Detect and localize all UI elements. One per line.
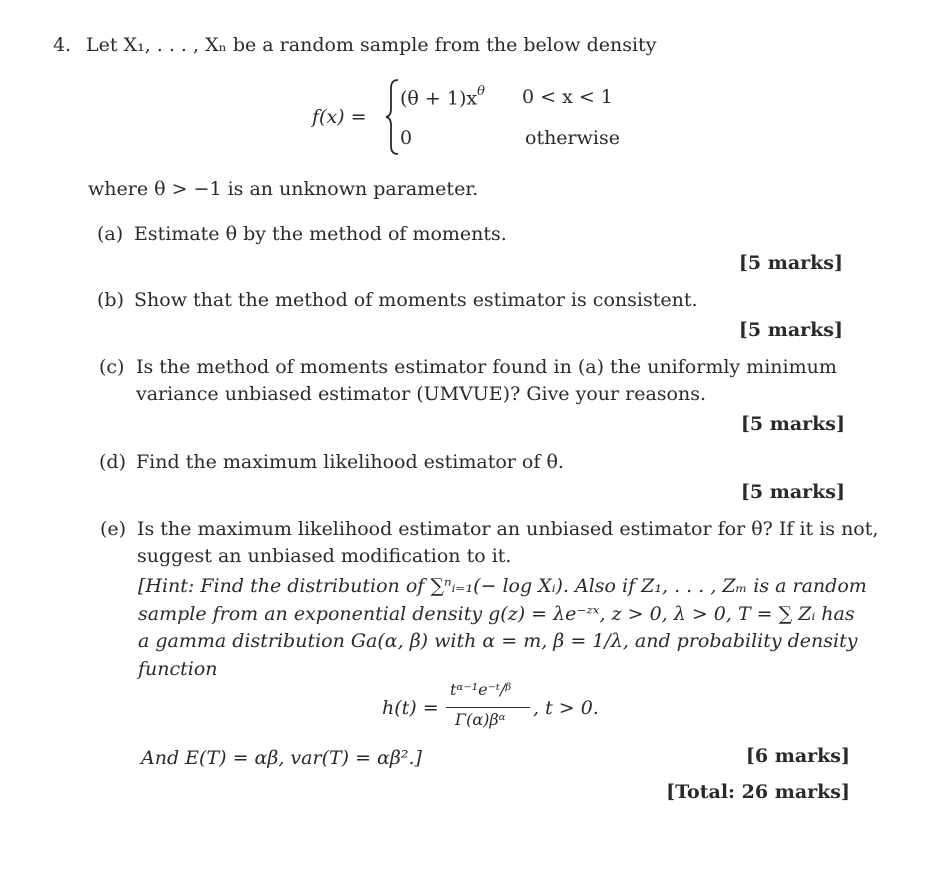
question-intro: Let X₁, . . . , Xₙ be a random sample from the below density — [86, 34, 657, 56]
part-d-marks: [5 marks] — [740, 481, 845, 503]
hint-line4: function — [138, 658, 218, 680]
fraction-bar — [446, 707, 530, 708]
part-b-label: (b) — [97, 289, 124, 311]
part-d-label: (d) — [99, 451, 126, 473]
hint-line1: [Hint: Find the distribution of ∑ⁿᵢ₌₁(− log Xᵢ). Also if Z₁, . . . , Zₘ is a random — [138, 575, 867, 597]
part-e-marks: [6 marks] — [745, 745, 850, 767]
part-e-text-line1: Is the maximum likelihood estimator an unbiased estimator for θ? If it is not, — [137, 518, 879, 540]
gamma-density-lhs: h(t) = — [382, 697, 439, 719]
hint-closing: And E(T) = αβ, var(T) = αβ².] — [141, 747, 422, 769]
part-a-text: Estimate θ by the method of moments. — [134, 223, 507, 245]
density-case1-condition: 0 < x < 1 — [522, 86, 613, 108]
density-case2-condition: otherwise — [525, 127, 620, 149]
part-c-text-line1: Is the method of moments estimator found in (a) the uniformly minimum — [136, 356, 837, 378]
total-marks: [Total: 26 marks] — [666, 781, 850, 803]
part-b-text: Show that the method of moments estimator is consistent. — [134, 289, 698, 311]
gamma-density-numerator: tᵅ⁻¹e⁻ᵗ/ᵝ — [450, 680, 512, 699]
hint-line3: a gamma distribution Ga(α, β) with α = m, β = 1/λ, and probability density — [138, 630, 858, 652]
gamma-density-denominator: Γ(α)βᵅ — [455, 710, 506, 729]
part-c-text-line2: variance unbiased estimator (UMVUE)? Give your reasons. — [136, 383, 706, 405]
left-brace — [384, 78, 400, 156]
part-b-marks: [5 marks] — [738, 319, 843, 341]
part-e-text-line2: suggest an unbiased modification to it. — [137, 545, 512, 567]
part-e-label: (e) — [100, 518, 127, 540]
part-c-marks: [5 marks] — [740, 413, 845, 435]
hint-line2: sample from an exponential density g(z) = λe⁻ᶻˣ, z > 0, λ > 0, T = ∑ Zᵢ has — [138, 603, 855, 625]
density-lhs: f(x) = — [312, 106, 367, 128]
part-d-text: Find the maximum likelihood estimator of θ. — [136, 451, 564, 473]
parameter-note: where θ > −1 is an unknown parameter. — [88, 178, 479, 200]
density-case2: 0 — [400, 127, 413, 149]
part-a-label: (a) — [97, 223, 124, 245]
question-number: 4. — [53, 34, 72, 56]
part-a-marks: [5 marks] — [738, 252, 843, 274]
density-case1: $(\theta + 1)x^\theta$ — [400, 84, 485, 110]
gamma-density-support: , t > 0. — [533, 697, 599, 719]
part-c-label: (c) — [99, 356, 125, 378]
